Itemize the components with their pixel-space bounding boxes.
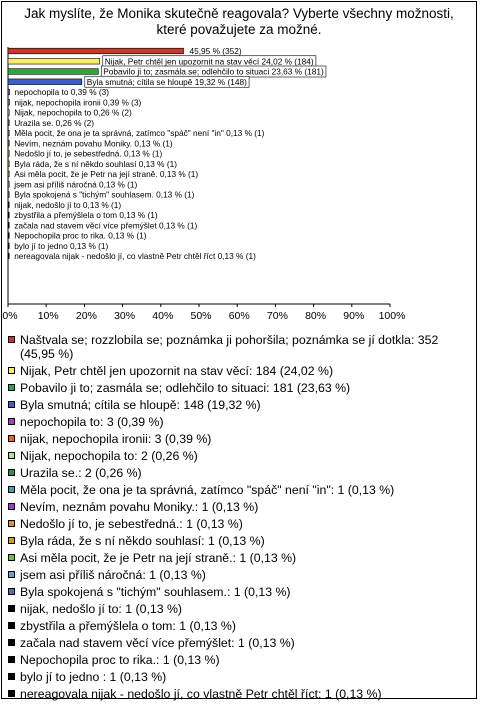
legend-label: nereagovala nijak - nedošlo jí, co vlastně Petr chtěl říct: 1 (0,13 %) [20, 687, 382, 701]
bar [8, 99, 9, 105]
legend-item [8, 585, 476, 599]
bar [8, 171, 9, 177]
bar-label: Nijak, Petr chtěl jen upozornit na stav věcí 24,02 % (184) [104, 56, 314, 67]
bar-label: Byla smutná; cítila se hloupě 19,32 % (148) [86, 76, 247, 87]
legend-swatch [8, 336, 15, 343]
legend-label: Nijak, nepochopila to: 2 (0,26 %) [20, 449, 198, 463]
legend-item [8, 415, 476, 429]
legend-item [8, 432, 476, 446]
legend-swatch [8, 554, 15, 561]
bar [8, 192, 9, 198]
bar [8, 79, 82, 85]
bar-label: Asi měla pocit, že je Petr na její straně. 0,13 % (1) [14, 169, 199, 179]
legend-item [8, 364, 476, 378]
x-tick-label: 30% [114, 310, 136, 322]
legend-swatch [8, 690, 15, 697]
bar [8, 69, 98, 75]
bar [8, 110, 9, 116]
legend-swatch [8, 384, 15, 391]
legend-swatch [8, 588, 15, 595]
x-tick-label: 50% [190, 310, 212, 322]
legend-item [8, 500, 476, 514]
legend-swatch [8, 673, 15, 680]
x-tick-label: 100% [378, 310, 406, 322]
bar [8, 181, 9, 187]
x-tick-label: 70% [266, 310, 288, 322]
legend-swatch [8, 435, 15, 442]
legend-swatch [8, 520, 15, 527]
chart-legend [8, 333, 476, 704]
legend-item [8, 449, 476, 463]
bar [8, 58, 100, 64]
bar-label: nereagovala nijak - nedošlo jí, co vlastně Petr chtěl říct 0,13 % (1) [14, 251, 256, 261]
legend-swatch [8, 401, 15, 408]
legend-item [8, 333, 476, 361]
legend-item [8, 619, 476, 633]
legend-item [8, 466, 476, 480]
bar-label: bylo jí to jedno 0,13 % (1) [14, 240, 109, 251]
legend-swatch [8, 622, 15, 629]
bar [8, 120, 9, 126]
legend-item [8, 534, 476, 548]
legend-item [8, 653, 476, 667]
x-tick-label: 60% [228, 310, 250, 322]
bar-label: Nedošlo jí to, je sebestředná. 0,13 % (1) [14, 148, 163, 159]
legend-label: Nepochopila proc to rika.: 1 (0,13 %) [20, 653, 220, 667]
legend-item [8, 687, 476, 701]
bar-label: Měla pocit, že ona je ta správná, zatímco "spáč" není "in" 0,13 % (1) [14, 128, 265, 138]
legend-label: Asi měla pocit, že je Petr na její straně.: 1 (0,13 %) [20, 551, 297, 565]
legend-swatch [8, 367, 15, 374]
bar-label: nijak, nepochopila ironii 0,39 % (3) [14, 97, 142, 108]
bar-label: Pobavilo ji to; zasmála se; odlehčilo to situaci 23,63 % (181) [103, 66, 324, 77]
bar-label: začala nad stavem věcí více přemýšlet 0,13 % (1) [14, 220, 198, 231]
chart-title: Jak myslíte, že Monika skutečně reagovala? Vyberte všechny možnosti, které považujete za možné. [24, 6, 454, 37]
x-tick-label: 80% [305, 310, 327, 322]
bar [8, 212, 9, 218]
legend-swatch [8, 503, 15, 510]
bar-label: zbystřila a přemýšlela o tom 0,13 % (1) [14, 210, 158, 220]
bar-label: jsem asi příliš náročná 0,13 % (1) [14, 179, 138, 190]
legend-item [8, 483, 476, 497]
legend-label: Byla ráda, že s ní někdo souhlasí: 1 (0,13 %) [20, 534, 265, 548]
x-tick-label: 0% [2, 310, 18, 322]
legend-label: nepochopila to: 3 (0,39 %) [20, 415, 164, 429]
bar [8, 151, 9, 157]
legend-item [8, 602, 476, 616]
legend-label: Pobavilo ji to; zasmála se; odlehčilo to situaci: 181 (23,63 %) [20, 381, 351, 395]
x-tick-label: 40% [152, 310, 174, 322]
legend-label: nijak, nedošlo jí to: 1 (0,13 %) [20, 602, 182, 616]
legend-label: bylo jí to jedno : 1 (0,13 %) [20, 670, 167, 684]
legend-label: zbystřila a přemýšlela o tom: 1 (0,13 %) [20, 619, 236, 633]
legend-label: jsem asi příliš náročná: 1 (0,13 %) [20, 568, 206, 582]
bar [8, 222, 9, 228]
bar [8, 202, 9, 208]
bar-label: Urazila se. 0,26 % (2) [14, 117, 94, 128]
bar-chart [0, 0, 480, 330]
legend-label: začala nad stavem věcí více přemýšlet: 1 (0,13 %) [20, 636, 295, 650]
bar-label: Byla spokojená s "tichým" souhlasem. 0,13 % (1) [14, 189, 195, 200]
legend-swatch [8, 452, 15, 459]
bar [8, 130, 9, 136]
legend-item [8, 551, 476, 565]
bar-label: Nevím, neznám povahu Moniky. 0,13 % (1) [14, 138, 173, 149]
x-tick-label: 20% [75, 310, 97, 322]
bar-label: nijak, nedošlo jí to 0,13 % (1) [14, 199, 122, 210]
legend-swatch [8, 605, 15, 612]
legend-swatch [8, 639, 15, 646]
legend-item [8, 517, 476, 531]
legend-swatch [8, 469, 15, 476]
legend-swatch [8, 537, 15, 544]
bar-label: Nijak, nepochopila to 0,26 % (2) [14, 107, 132, 118]
bar-label: Byla ráda, že s ní někdo souhlasí 0,13 % (1) [14, 158, 178, 169]
legend-swatch [8, 418, 15, 425]
legend-item [8, 398, 476, 412]
legend-label: Nevím, neznám povahu Moniky.: 1 (0,13 %) [20, 500, 259, 514]
legend-label: Urazila se.: 2 (0,26 %) [20, 466, 142, 480]
bar [8, 243, 9, 249]
bar [8, 89, 9, 95]
legend-item [8, 636, 476, 650]
x-tick-label: 90% [343, 310, 365, 322]
bar [8, 161, 9, 167]
legend-label: Nedošlo jí to, je sebestředná.: 1 (0,13 %) [20, 517, 243, 531]
bar-label: 45,95 % (352) [189, 46, 242, 56]
legend-label: nijak, nepochopila ironii: 3 (0,39 %) [20, 432, 212, 446]
bar [8, 253, 9, 259]
legend-item [8, 568, 476, 582]
legend-label: Nijak, Petr chtěl jen upozornit na stav věcí: 184 (24,02 %) [20, 364, 334, 378]
legend-item [8, 381, 476, 395]
legend-swatch [8, 571, 15, 578]
bar-label: nepochopila to 0,39 % (3) [14, 87, 110, 97]
legend-label: Byla spokojená s "tichým" souhlasem.: 1 (0,13 %) [20, 585, 291, 599]
x-tick-label: 10% [37, 310, 59, 322]
legend-swatch [8, 486, 15, 493]
legend-label: Naštvala se; rozzlobila se; poznámka ji pohoršila; poznámka se jí dotkla: 352 (45,95 %) [20, 333, 439, 361]
legend-label: Měla pocit, že ona je ta správná, zatímco "spáč" není "in": 1 (0,13 %) [20, 483, 395, 497]
legend-item [8, 670, 476, 684]
bar-label: Nepochopila proc to rika. 0,13 % (1) [14, 230, 147, 241]
legend-swatch [8, 656, 15, 663]
bar [8, 48, 184, 54]
bar [8, 140, 9, 146]
bar [8, 233, 9, 239]
legend-label: Byla smutná; cítila se hloupě: 148 (19,32 %) [20, 398, 261, 412]
